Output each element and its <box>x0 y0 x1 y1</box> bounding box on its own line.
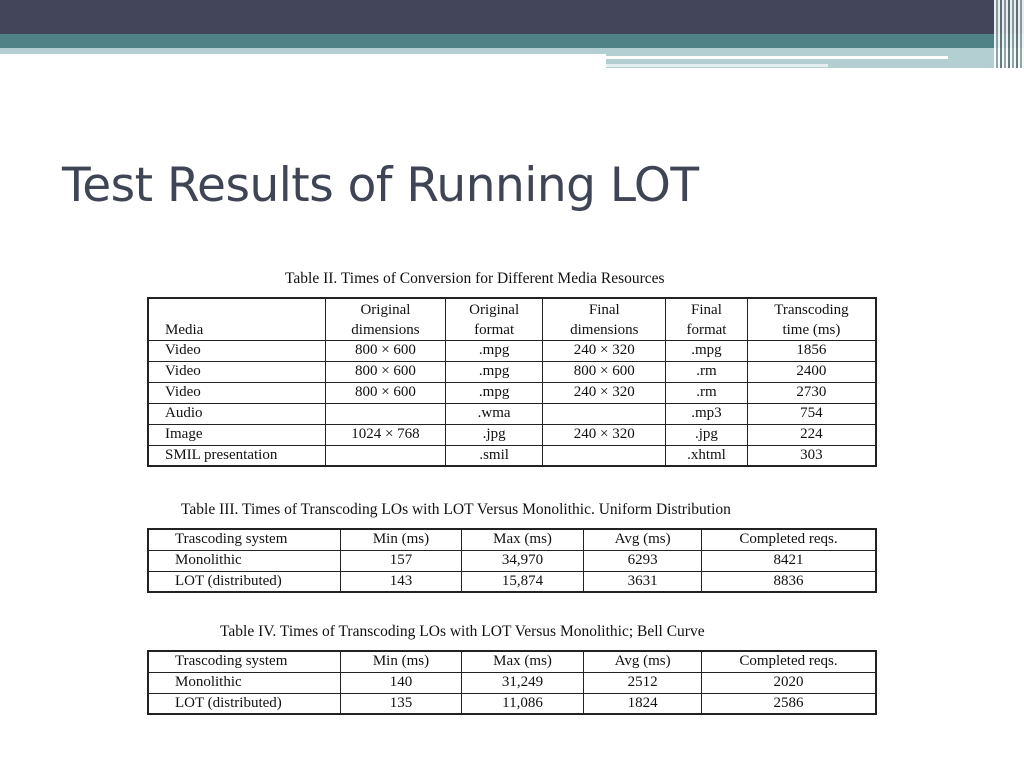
table-cell: 1856 <box>747 340 876 361</box>
table3-header-cell: Min (ms) <box>341 529 462 550</box>
table-cell: .xhtml <box>666 445 748 466</box>
header-line2: dimensions <box>570 321 639 338</box>
header-line1: Original <box>469 301 520 318</box>
table2-header-cell <box>747 298 876 340</box>
table-cell: .mpg <box>445 382 543 403</box>
table-cell: 800 × 600 <box>326 340 446 361</box>
table4-header-cell: Min (ms) <box>341 651 462 672</box>
table-cell: Video <box>148 340 326 361</box>
table-cell: 157 <box>341 550 462 571</box>
table4-caption: Table IV. Times of Transcoding LOs with LOT Versus Monolithic; Bell Curve <box>220 623 705 640</box>
table-cell: 6293 <box>584 550 702 571</box>
table4-header-cell: Avg (ms) <box>584 651 702 672</box>
table4-header-cell: Completed reqs. <box>701 651 876 672</box>
table-cell: 1024 × 768 <box>326 424 446 445</box>
table-cell: 240 × 320 <box>543 340 666 361</box>
table-cell: .rm <box>666 361 748 382</box>
table-cell <box>326 403 446 424</box>
table-cell: 2586 <box>701 693 876 714</box>
header-line1: Final <box>588 301 620 318</box>
table-cell: 2400 <box>747 361 876 382</box>
table4-header-cell: Trascoding system <box>148 651 341 672</box>
table-cell: 800 × 600 <box>326 361 446 382</box>
table-row <box>148 361 876 382</box>
header-line2: time (ms) <box>782 321 841 338</box>
table-row <box>148 445 876 466</box>
table-row <box>148 550 876 571</box>
table-cell <box>543 403 666 424</box>
table-cell: 1824 <box>584 693 702 714</box>
header-line2: dimensions <box>351 321 420 338</box>
table4-header-cell: Max (ms) <box>461 651 584 672</box>
header-band-dark <box>0 0 1024 34</box>
table-cell: 2020 <box>701 672 876 693</box>
header-line2: Media <box>165 321 204 338</box>
table-cell: 8421 <box>701 550 876 571</box>
table-cell: .mpg <box>666 340 748 361</box>
table4-header-row <box>148 651 876 672</box>
table-cell: 240 × 320 <box>543 424 666 445</box>
table3-header-cell: Completed reqs. <box>701 529 876 550</box>
table-cell: 800 × 600 <box>326 382 446 403</box>
header-accent-line <box>606 56 948 59</box>
table-cell: LOT (distributed) <box>148 571 341 592</box>
table2-header-row <box>148 298 876 340</box>
table3-header-row <box>148 529 876 550</box>
table-cell: 754 <box>747 403 876 424</box>
table2-header-cell <box>148 298 326 340</box>
table2 <box>147 297 877 467</box>
header-line1: Original <box>360 301 411 318</box>
table-cell: Monolithic <box>148 550 341 571</box>
table-cell: 143 <box>341 571 462 592</box>
table-cell: 3631 <box>584 571 702 592</box>
table-cell: .mpg <box>445 361 543 382</box>
table-cell: 303 <box>747 445 876 466</box>
table-cell: 8836 <box>701 571 876 592</box>
table-cell: Image <box>148 424 326 445</box>
table-cell: .rm <box>666 382 748 403</box>
table-cell: 135 <box>341 693 462 714</box>
header-line1: Final <box>691 301 722 318</box>
table-cell: 240 × 320 <box>543 382 666 403</box>
table-cell: Video <box>148 382 326 403</box>
header-line2: format <box>474 321 515 338</box>
table-cell: 31,249 <box>461 672 584 693</box>
table2-header-cell <box>445 298 543 340</box>
table-cell: 34,970 <box>461 550 584 571</box>
table-cell: Audio <box>148 403 326 424</box>
table-cell: .jpg <box>445 424 543 445</box>
table3-body <box>148 550 876 592</box>
table4-body <box>148 672 876 714</box>
table-cell: SMIL presentation <box>148 445 326 466</box>
table-cell: 800 × 600 <box>543 361 666 382</box>
table-cell: 15,874 <box>461 571 584 592</box>
header-stripes <box>994 0 1024 68</box>
table-row <box>148 571 876 592</box>
table-cell: LOT (distributed) <box>148 693 341 714</box>
table3-header-cell: Avg (ms) <box>584 529 702 550</box>
header-line2: format <box>686 321 727 338</box>
table3-header-cell: Max (ms) <box>461 529 584 550</box>
table-row <box>148 424 876 445</box>
table2-header-cell <box>543 298 666 340</box>
table-cell: 2730 <box>747 382 876 403</box>
slide-title: Test Results of Running LOT <box>62 158 699 213</box>
table-cell: Monolithic <box>148 672 341 693</box>
table-row <box>148 382 876 403</box>
table2-caption: Table II. Times of Conversion for Different Media Resources <box>285 270 665 287</box>
table-cell: .wma <box>445 403 543 424</box>
table2-body <box>148 340 876 466</box>
table3-header-cell: Trascoding system <box>148 529 341 550</box>
table-cell: 11,086 <box>461 693 584 714</box>
header-accent-line <box>606 64 828 67</box>
table2-header-cell <box>326 298 446 340</box>
table-row <box>148 693 876 714</box>
table-cell: .mp3 <box>666 403 748 424</box>
table3-caption: Table III. Times of Transcoding LOs with LOT Versus Monolithic. Uniform Distribution <box>181 501 731 518</box>
table-cell: 140 <box>341 672 462 693</box>
header-band-teal <box>0 34 1024 48</box>
table-cell: .jpg <box>666 424 748 445</box>
table-row <box>148 340 876 361</box>
table-cell <box>543 445 666 466</box>
table-cell: 224 <box>747 424 876 445</box>
table-row <box>148 403 876 424</box>
table-cell: .smil <box>445 445 543 466</box>
table4 <box>147 650 877 715</box>
table-row <box>148 672 876 693</box>
header-line1: Transcoding <box>774 301 849 318</box>
table2-header-cell <box>666 298 748 340</box>
table-cell <box>326 445 446 466</box>
table-cell: .mpg <box>445 340 543 361</box>
table-cell: 2512 <box>584 672 702 693</box>
table3 <box>147 528 877 593</box>
table-cell: Video <box>148 361 326 382</box>
